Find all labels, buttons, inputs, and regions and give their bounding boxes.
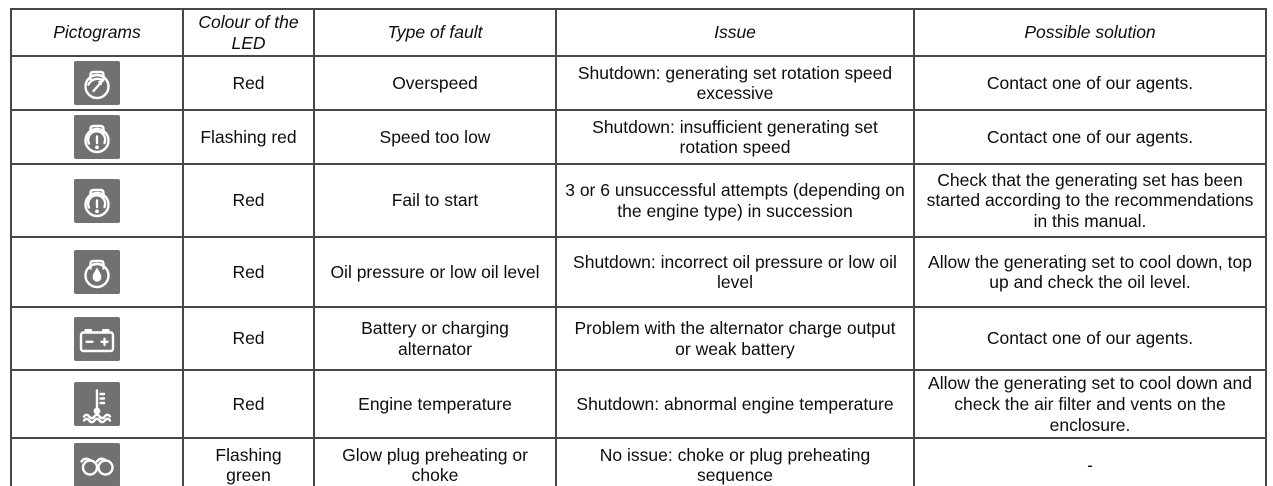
led-colour-cell: Flashing red: [183, 110, 314, 164]
fault-type-cell: Oil pressure or low oil level: [314, 237, 556, 307]
led-colour-cell: Red: [183, 56, 314, 110]
issue-cell: 3 or 6 unsuccessful attempts (depending on the engine type) in succession: [556, 164, 914, 237]
solution-cell: Contact one of our agents.: [914, 307, 1266, 370]
issue-cell: Shutdown: generating set rotation speed excessive: [556, 56, 914, 110]
table-row-glow-plug: [11, 438, 1266, 486]
table-row-battery: [11, 307, 1266, 370]
header-led-colour: Colour of the LED: [183, 9, 314, 56]
oil-pressure-icon: [74, 250, 120, 294]
fault-type-cell: Speed too low: [314, 110, 556, 164]
header-fault-type: Type of fault: [314, 9, 556, 56]
fault-type-cell: Battery or charging alternator: [314, 307, 556, 370]
fault-troubleshooting-table: [10, 8, 1267, 486]
pictogram-cell: [11, 164, 183, 237]
pictogram-cell: [11, 307, 183, 370]
solution-cell: Allow the generating set to cool down, top up and check the oil level.: [914, 237, 1266, 307]
table-row-fail-to-start: [11, 164, 1266, 237]
header-row: [11, 9, 1266, 56]
led-colour-cell: Red: [183, 370, 314, 438]
pictogram-cell: [11, 370, 183, 438]
speed-warning-gauge-icon: [74, 115, 120, 159]
fault-type-cell: Fail to start: [314, 164, 556, 237]
solution-cell: Contact one of our agents.: [914, 110, 1266, 164]
glow-plug-icon: [74, 443, 120, 486]
issue-cell: No issue: choke or plug preheating sequence: [556, 438, 914, 486]
header-pictograms: Pictograms: [11, 9, 183, 56]
engine-temperature-icon: [74, 382, 120, 426]
issue-cell: Shutdown: abnormal engine temperature: [556, 370, 914, 438]
issue-cell: Shutdown: insufficient generating set rotation speed: [556, 110, 914, 164]
solution-cell: Allow the generating set to cool down and check the air filter and vents on the enclosure.: [914, 370, 1266, 438]
fault-type-cell: Engine temperature: [314, 370, 556, 438]
solution-cell: -: [914, 438, 1266, 486]
table-row-speed-too-low: [11, 110, 1266, 164]
table-row-engine-temperature: [11, 370, 1266, 438]
issue-cell: Problem with the alternator charge output or weak battery: [556, 307, 914, 370]
issue-cell: Shutdown: incorrect oil pressure or low oil level: [556, 237, 914, 307]
pictogram-cell: [11, 110, 183, 164]
pictogram-cell: [11, 237, 183, 307]
overspeed-gauge-icon: [74, 61, 120, 105]
fault-type-cell: Glow plug preheating or choke: [314, 438, 556, 486]
led-colour-cell: Red: [183, 164, 314, 237]
header-solution: Possible solution: [914, 9, 1266, 56]
led-colour-cell: Flashing green: [183, 438, 314, 486]
speed-warning-gauge-icon: [74, 179, 120, 223]
led-colour-cell: Red: [183, 237, 314, 307]
table-row-overspeed: [11, 56, 1266, 110]
solution-cell: Check that the generating set has been started according to the recommendations in this manual.: [914, 164, 1266, 237]
solution-cell: Contact one of our agents.: [914, 56, 1266, 110]
table-row-oil-pressure: [11, 237, 1266, 307]
led-colour-cell: Red: [183, 307, 314, 370]
pictogram-cell: [11, 56, 183, 110]
battery-icon: [74, 317, 120, 361]
header-issue: Issue: [556, 9, 914, 56]
fault-type-cell: Overspeed: [314, 56, 556, 110]
pictogram-cell: [11, 438, 183, 486]
